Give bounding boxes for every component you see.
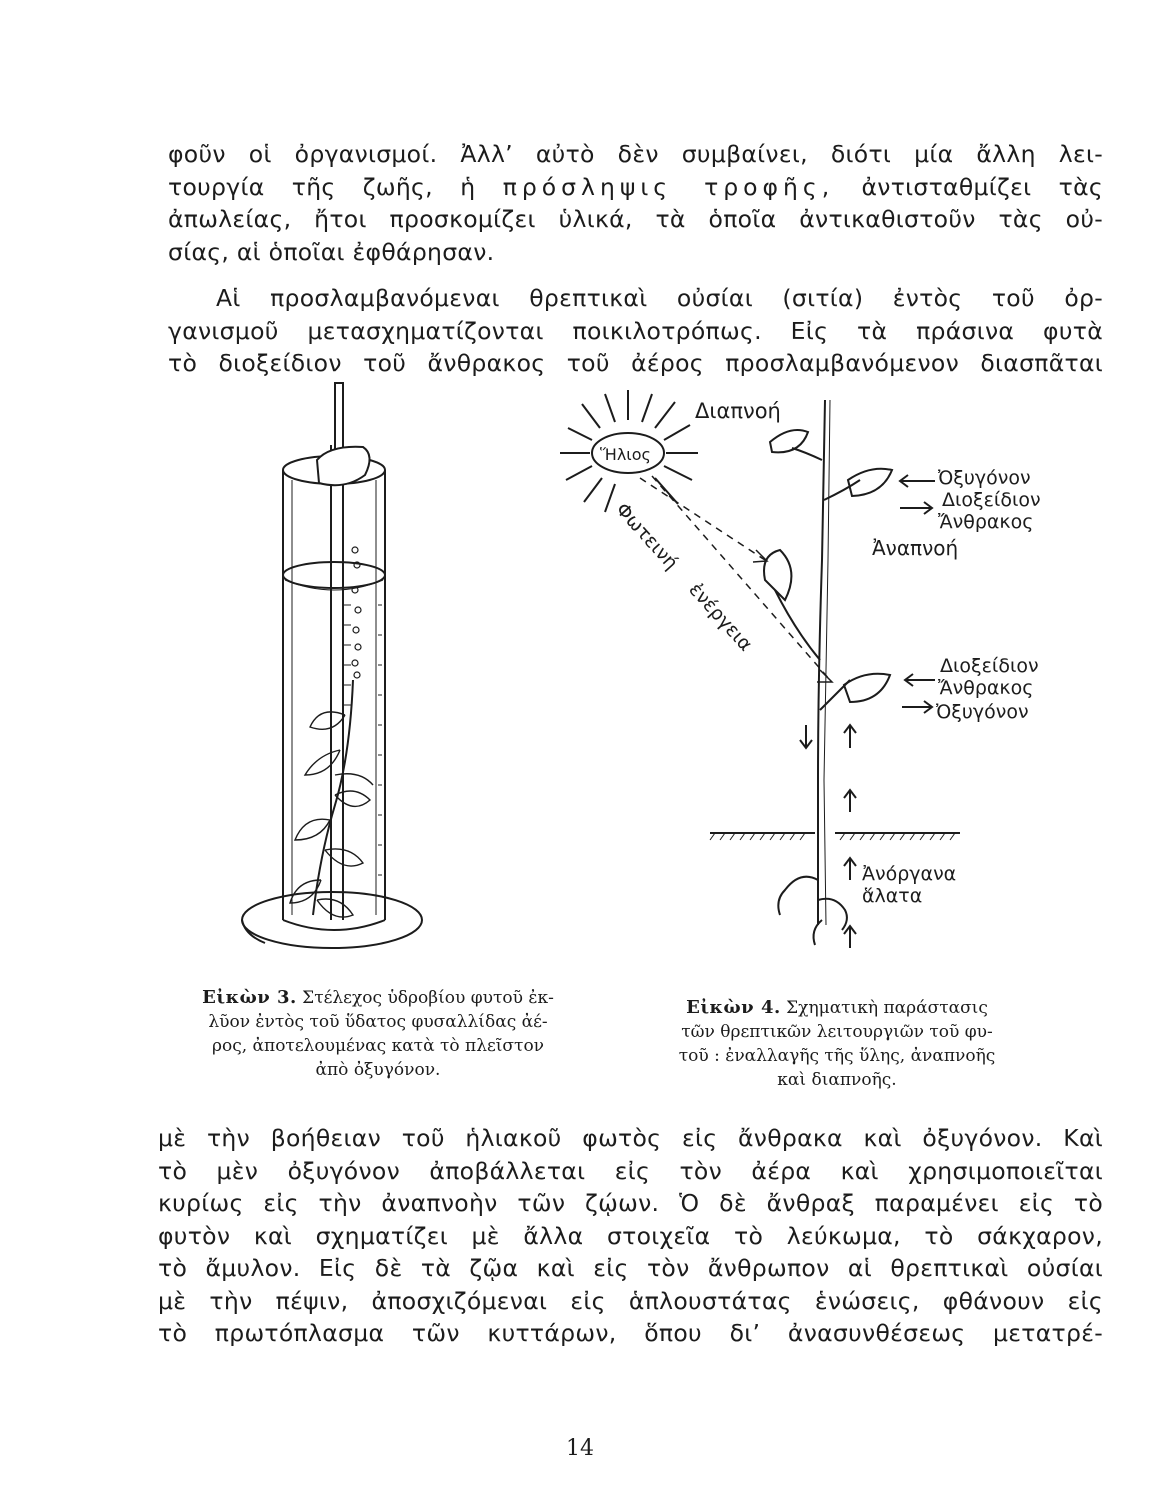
text-line: φοῦν οἱ ὀργανισμοί. Ἀλλ’ αὐτὸ δὲν συμβαίνει, διότι μία ἄλλη λει- [168, 140, 1103, 168]
salts-label-2: ἅλατα [862, 885, 923, 907]
caption-line: τοῦ : ἐναλλαγῆς τῆς ὕλης, ἀναπνοῆς [678, 1046, 996, 1066]
text-line: μὲ τὴν βοήθειαν τοῦ ἡλιακοῦ φωτὸς εἰς ἄνθρακα καὶ ὀξυγόνον. Καὶ [158, 1124, 1103, 1152]
caption-line: τῶν θρεπτικῶν λειτουργιῶν τοῦ φυ- [681, 1022, 993, 1042]
co2-bottom-label-1: Διοξείδιον [940, 655, 1039, 677]
text-line: κυρίως εἰς τὴν ἀναπνοὴν τῶν ζῴων. Ὁ δὲ ἄνθραξ παραμένει εἰς τὸ [158, 1189, 1103, 1217]
caption-text: Σχηματικὴ παράστασις [786, 998, 988, 1018]
co2-bottom-label-2: Ἄνθρακος [938, 677, 1034, 699]
text-line [168, 171, 1103, 204]
caption-line [632, 996, 1042, 1020]
text-line: φυτὸν καὶ σχηματίζει μὲ ἄλλα στοιχεῖα τὸ λεύκωμα, τὸ σάκχαρον, [158, 1221, 1103, 1250]
page-number: 14 [566, 1436, 594, 1461]
text-line: τὸ ἄμυλον. Εἰς δὲ τὰ ζῷα καὶ εἰς τὸν ἄνθρωπον αἱ θρεπτικαὶ οὐσίαι [158, 1254, 1103, 1282]
emphasized-term: πρόσληψις τροφῆς, [502, 172, 835, 201]
caption-line: καὶ διαπνοῆς. [777, 1070, 897, 1090]
text-line: γανισμοῦ μετασχηματίζονται ποικιλοτρόπως. Εἰς τὰ πράσινα φυτὰ [168, 316, 1103, 345]
light-energy-label-2: ἐνέργεια [684, 578, 757, 656]
text-line: τὸ πρωτόπλασμα τῶν κυττάρων, ὅπου δι’ ἀνασυνθέσεως μετατρέ- [158, 1319, 1103, 1347]
bottom-paragraph [158, 1122, 1103, 1350]
oxygen-bottom-label: Ὀξυγόνον [936, 701, 1029, 723]
light-energy-label-1: Φωτεινή [611, 498, 683, 575]
second-paragraph [168, 282, 1103, 380]
caption-text: Στέλεχος ὑδροβίου φυτοῦ ἐκ- [302, 988, 554, 1008]
figure-3-cylinder-illustration [235, 375, 425, 975]
caption-line [158, 986, 598, 1010]
text-fragment: τουργία τῆς ζωῆς, ἡ [168, 172, 476, 201]
oxygen-top-label: Ὀξυγόνον [938, 467, 1031, 489]
text-line: μὲ τὴν πέψιν, ἀποσχιζόμεναι εἰς ἁπλουστάτας ἑνώσεις, φθάνουν εἰς [158, 1286, 1103, 1315]
co2-top-label-2: Ἄνθρακος [938, 511, 1034, 533]
text-line: ἀπωλείας, ἤτοι προσκομίζει ὑλικά, τὰ ὁποῖα ἀντικαθιστοῦν τὰς οὐ- [168, 205, 1103, 233]
salts-label-1: Ἀνόργανα [862, 863, 957, 885]
top-paragraph [168, 138, 1103, 268]
text-line: Αἱ προσλαμβανόμεναι θρεπτικαὶ οὐσίαι (σιτία) ἐντὸς τοῦ ὀρ- [216, 284, 1103, 312]
caption-line: λῦον ἐντὸς τοῦ ὕδατος φυσαλλίδας ἀέ- [208, 1012, 548, 1032]
respiration-label: Ἀναπνοή [872, 536, 959, 560]
caption-line: ἀπὸ ὀξυγόνον. [315, 1060, 441, 1080]
text-fragment: ἀντισταθμίζει τὰς [861, 172, 1103, 201]
caption-label: Εἰκὼν 4. [686, 997, 781, 1018]
co2-top-label-1: Διοξείδιον [942, 489, 1041, 511]
sun-label: Ἥλιος [600, 445, 651, 464]
figure-3-caption [158, 986, 598, 1082]
caption-line: ρος, ἀποτελουμένας κατὰ τὸ πλεῖστον [211, 1036, 545, 1056]
caption-label: Εἰκὼν 3. [202, 987, 297, 1008]
transpiration-label: Διαπνοή [695, 399, 781, 423]
text-line: τὸ μὲν ὀξυγόνον ἀποβάλλεται εἰς τὸν ἀέρα καὶ χρησιμοποιεῖται [158, 1156, 1103, 1185]
text-line: σίας, αἱ ὁποῖαι ἐφθάρησαν. [168, 237, 495, 266]
figure-4-plant-diagram [560, 380, 1060, 960]
figure-4-caption [632, 996, 1042, 1092]
text-line: τὸ διοξείδιον τοῦ ἄνθρακος τοῦ ἀέρος προσλαμβανόμενον διασπᾶται [168, 349, 1103, 377]
